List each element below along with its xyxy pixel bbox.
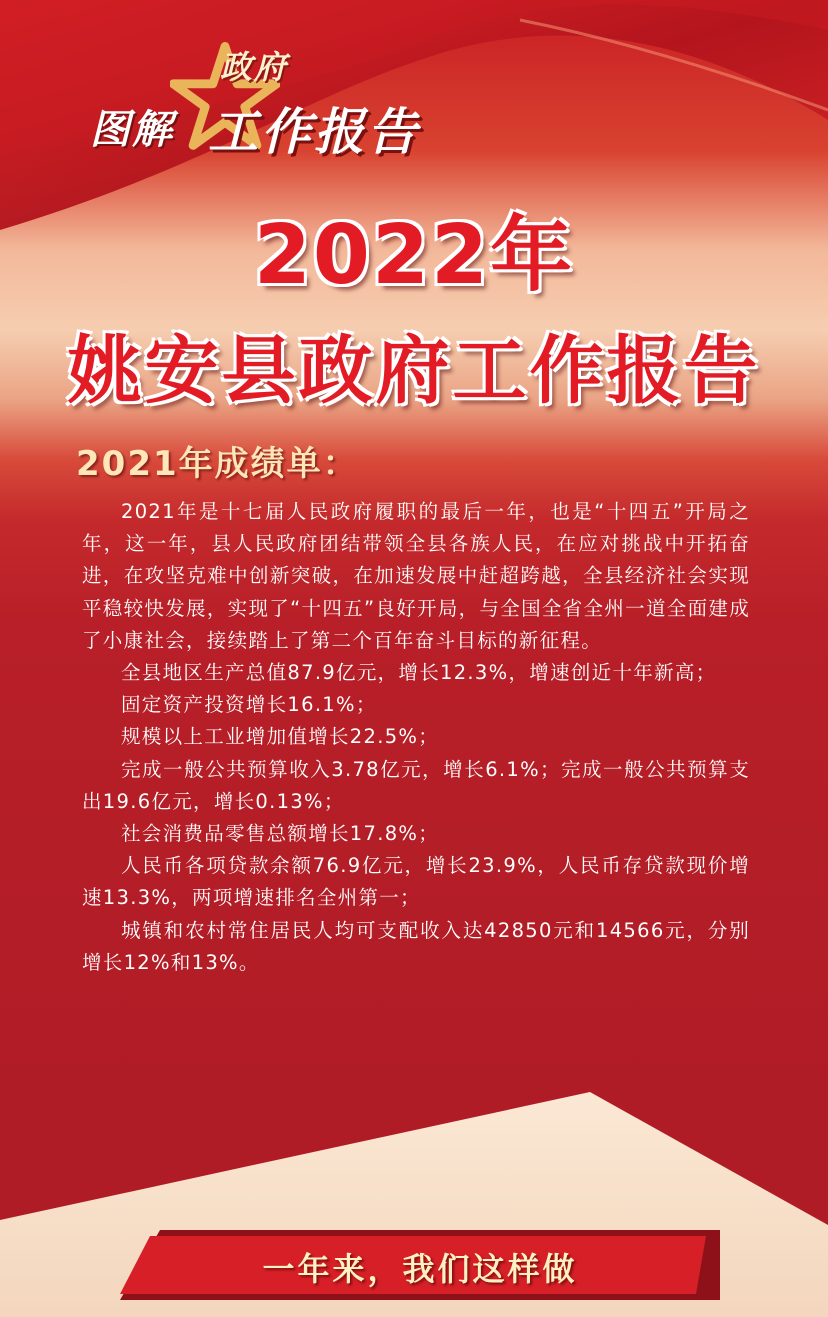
paragraph-intro: 2021年是十七届人民政府履职的最后一年，也是“十四五”开局之年，这一年，县人民政府团结带领全县各族人民，在应对挑战中开拓奋进，在攻坚克难中创新突破，在加速发展中赶超跨越，全县经济社会实现平稳较快发展，实现了“十四五”良好开局，与全国全省全州一道全面建成了小康社会，接续踏上了第二个百年奋斗目标的新征程。 [82,500,750,652]
paragraph-retail: 社会消费品零售总额增长17.8%； [121,822,440,846]
page-title: 姚安县政府工作报告 [67,328,761,414]
report-body [82,496,750,979]
paragraph-industry: 规模以上工业增加值增长22.5%； [121,725,440,749]
bottom-banner [120,1230,720,1300]
paragraph-fixed-investment: 固定资产投资增长16.1%； [121,693,377,717]
paragraph-gdp: 全县地区生产总值87.9亿元，增长12.3%，增速创近十年新高； [121,661,717,685]
paragraph-budget: 完成一般公共预算收入3.78亿元，增长6.1%；完成一般公共预算支出19.6亿元，增长0.13%； [82,757,750,813]
logo-tujie-text: 图解 [90,107,174,153]
banner-text: 一年来，我们这样做 [262,1250,578,1288]
report-logo [42,38,452,161]
logo-zhengfu-text: 政府 [220,48,289,86]
paragraph-loans: 人民币各项贷款余额76.9亿元，增长23.9%，人民币存贷款现价增速13.3%，两项增速排名全州第一； [82,854,750,910]
paragraph-income: 城镇和农村常住居民人均可支配收入达42850元和14566元，分别增长12%和13%。 [82,918,750,974]
section-heading: 2021年成绩单： [76,444,359,484]
logo-work-report-text: 工作报告 [208,103,420,161]
title-year: 2022年 [253,208,575,303]
